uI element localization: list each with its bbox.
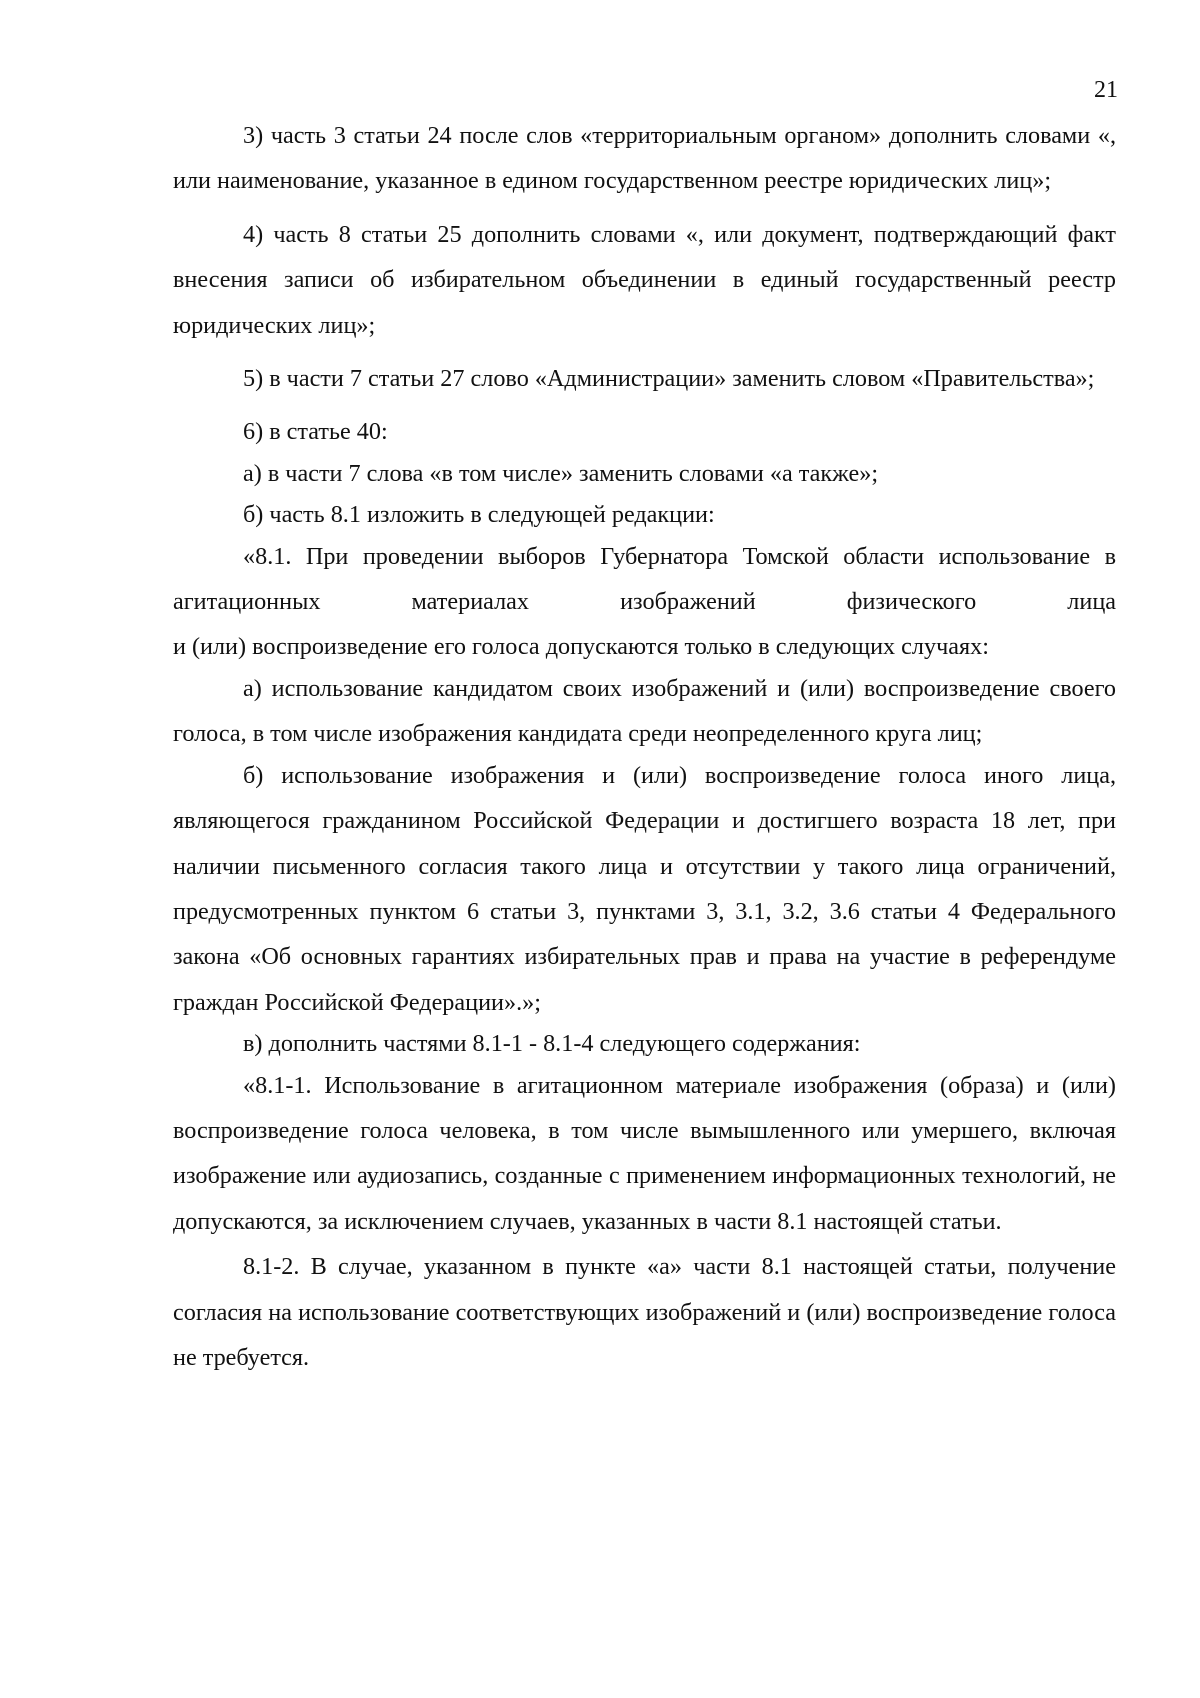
paragraph-8-1-2: 8.1-2. В случае, указанном в пункте «а» части 8.1 настоящей статьи, получение согласия на использование соответствующих изображений и (или) воспроизведение голоса не требуется.: [173, 1253, 1116, 1371]
paragraph-item-4: 4) часть 8 статьи 25 дополнить словами «, или документ, подтверждающий факт внесения записи об избирательном объединении в единый государственный реестр юридических лиц»;: [173, 220, 1116, 339]
paragraph-8-1-case-a: а) использование кандидатом своих изображений и (или) воспроизведение своего голоса, в том числе изображения кандидата среди неопределенного круга лиц;: [173, 674, 1116, 748]
paragraph-item-5: 5) в части 7 статьи 27 слово «Администрации» заменить словом «Правительства»;: [243, 365, 1095, 393]
paragraph-subitem-b: б) часть 8.1 изложить в следующей редакции:: [243, 501, 715, 529]
paragraph-subitem-a: а) в части 7 слова «в том числе» заменить словами «а также»;: [243, 459, 879, 487]
paragraph-8-1-case-b: б) использование изображения и (или) воспроизведение голоса иного лица, являющегося гражданином Российской Федерации и достигшего возраста 18 лет, при наличии письменного согласия такого лица и отсутствии у такого лица ограничений, предусмотренных пунктом 6 статьи 3, пунктами 3, 3.1, 3.2, 3.6 статьи 4 Федерального закона «Об основных гарантиях избирательных прав и права на участие в референдуме граждан Российской Федерации».»;: [173, 761, 1116, 1016]
page-number: 21: [1094, 77, 1118, 103]
document-body: [173, 113, 1116, 1380]
paragraph-8-1-intro: «8.1. При проведении выборов Губернатора Томской области использование в агитационных материалах изображений физического лица: [173, 542, 1116, 616]
paragraph-item-3: 3) часть 3 статьи 24 после слов «территориальным органом» дополнить словами «, или наименование, указанное в едином государственном реестре юридических лиц»;: [173, 122, 1116, 195]
paragraph-8-1-continued: и (или) воспроизведение его голоса допускаются только в следующих случаях:: [173, 633, 989, 661]
paragraph-item-6: 6) в статье 40:: [243, 418, 388, 446]
paragraph-subitem-v: в) дополнить частями 8.1-1 - 8.1-4 следующего содержания:: [243, 1030, 861, 1058]
paragraph-8-1-1: «8.1-1. Использование в агитационном материале изображения (образа) и (или) воспроизведение голоса человека, в том числе вымышленного или умершего, включая изображение или аудиозапись, созданные с применением информационных технологий, не допускаются, за исключением случаев, указанных в части 8.1 настоящей статьи.: [173, 1071, 1116, 1235]
